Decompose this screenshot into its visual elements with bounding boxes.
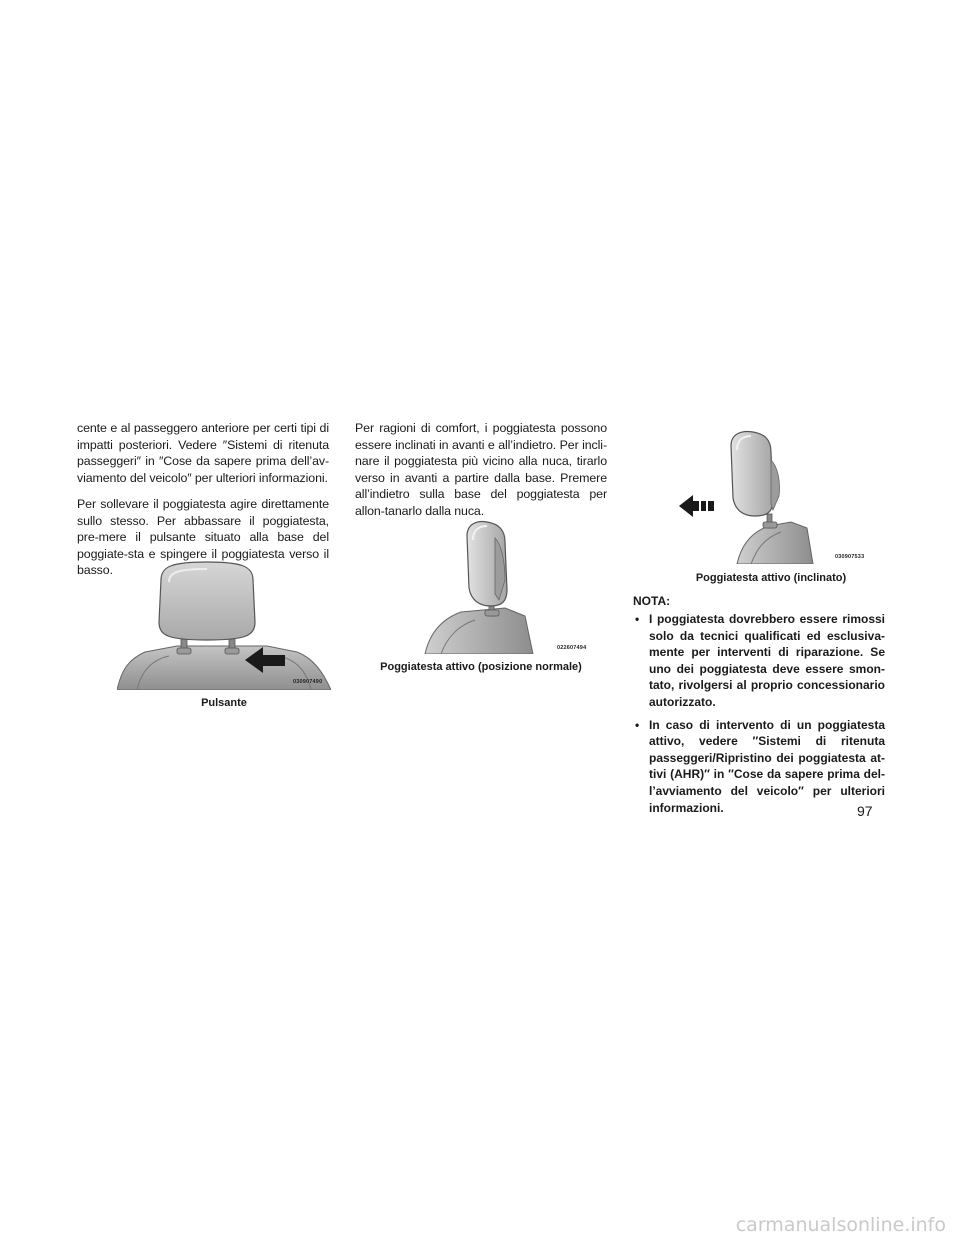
nota-item	[633, 611, 885, 711]
figure-inclinato	[673, 430, 889, 564]
nota-item-text: I poggiatesta dovrebbero essere rimossi solo da tecnici qualificati ed esclusiva-mente per interventi di riparazione. Se uno dei poggiatesta deve essere smon-tato, rivolgersi al proprio concessionario autorizzato.	[649, 612, 885, 709]
bullet: •	[635, 717, 640, 732]
watermark: carmanualsonline.info	[735, 1214, 946, 1236]
headrest-front-illustration	[117, 560, 331, 690]
nota-list	[633, 611, 885, 822]
body-paragraph: Per sollevare il poggiatesta agire direttamente sullo stesso. Per abbassare il poggiatesta, pre-mere il pulsante situato alla base del poggiate-sta e spingere il poggiatesta verso il basso.	[77, 497, 329, 577]
body-paragraph: cente e al passeggero anteriore per certi tipi di impatti posteriori. Vedere ″Sistemi di ritenuta passeggeri″ in ″Cose da sapere prima dell’av-viamento del veicolo″ per ulteriori informazioni.	[77, 421, 329, 485]
headrest-side-normal-illustration	[395, 520, 587, 654]
figure-code: 030907533	[835, 554, 865, 560]
figure-pulsante	[117, 560, 331, 690]
figure-caption: Poggiatesta attivo (posizione normale)	[380, 661, 582, 673]
nota-title: NOTA:	[633, 594, 671, 608]
page-number: 97	[857, 803, 873, 819]
figure-code: 030907490	[293, 679, 323, 685]
nota-item	[633, 717, 885, 817]
nota-item-text: In caso di intervento di un poggiatesta attivo, vedere ″Sistemi di ritenuta passeggeri/Ripristino dei poggiatesta at-tivi (AHR)″ in ″Cose da sapere prima del-l’avviamento del veicolo″ per ulteriori informazioni.	[649, 717, 885, 815]
figure-posizione-normale	[395, 520, 587, 654]
figure-caption: Pulsante	[201, 697, 247, 709]
headrest-side-tilted-illustration	[673, 430, 889, 564]
figure-caption: Poggiatesta attivo (inclinato)	[695, 572, 847, 584]
bullet: •	[635, 612, 640, 626]
arrow-left-icon	[679, 495, 714, 517]
figure-code: 022607494	[557, 645, 587, 651]
middle-column	[355, 420, 607, 529]
body-paragraph: Per ragioni di comfort, i poggiatesta possono essere inclinati in avanti e all’indietro. Per incli-nare il poggiatesta più vicino alla nuca, tirarlo verso in avanti a partire dalla base. Premere all’indietro sulla base del poggiatesta per allon-tanarlo dalla nuca.	[355, 421, 607, 518]
